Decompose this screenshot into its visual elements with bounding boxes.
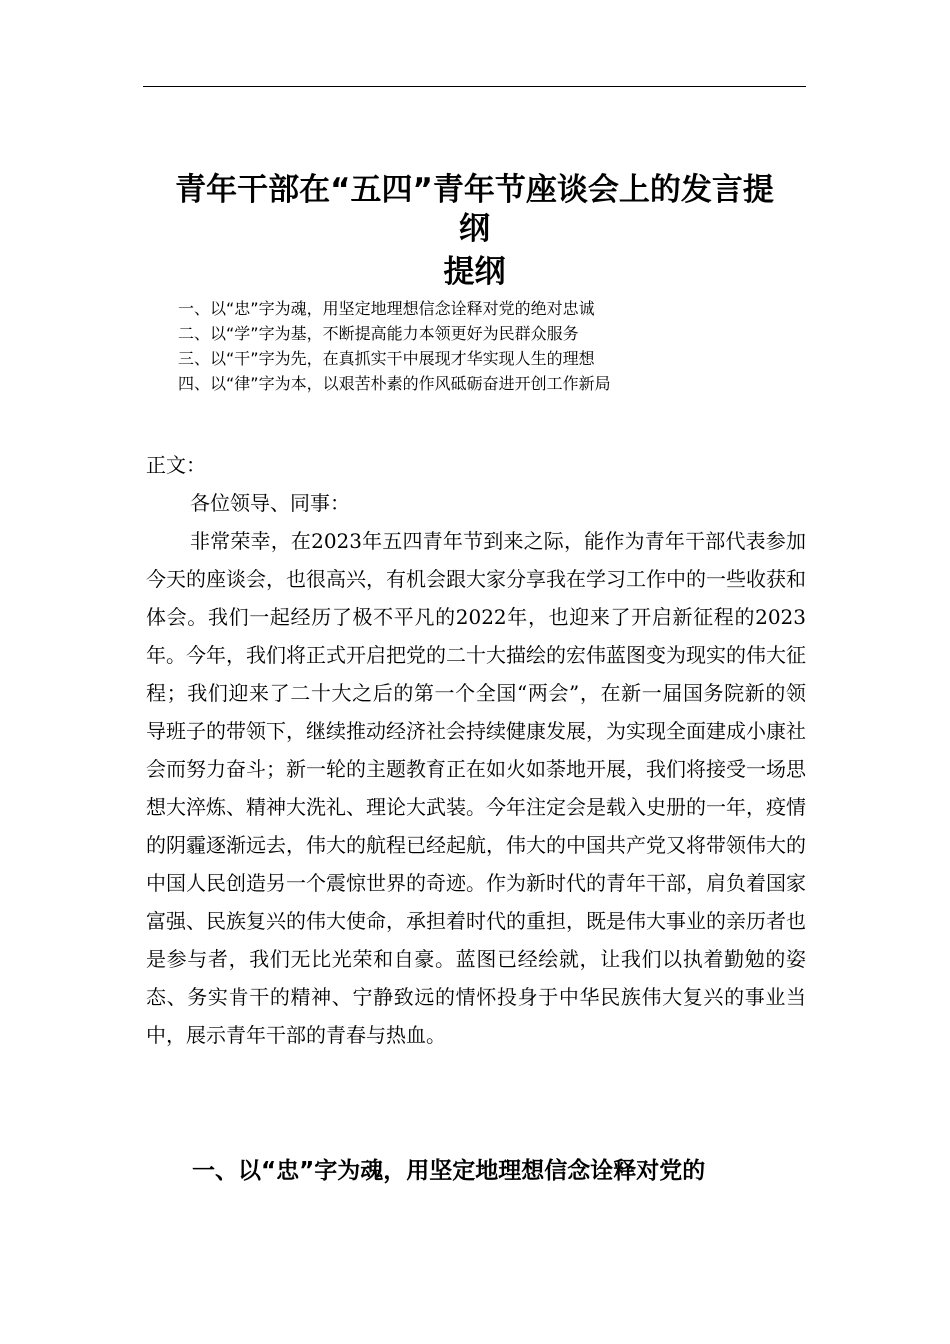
- greeting: 各位领导、同事：: [190, 491, 350, 515]
- document-title: 青年干部在“五四”青年节座谈会上的发言提: [175, 172, 774, 208]
- outline-item: 二、以“学”字为基，不断提高能力本领更好为民群众服务: [178, 324, 579, 343]
- outline-heading: 提纲: [443, 254, 506, 290]
- header-rule: [143, 86, 806, 87]
- body-paragraph: 非常荣幸，在2023年五四青年节到来之际，能作为青年干部代表参加今天的座谈会，也很高兴，有机会跟大家分享我在学习工作中的一些收获和体会。我们一起经历了极不平凡的2022年，也迎来了开启新征程的2023年。今年，我们将正式开启把党的二十大描绘的宏伟蓝图变为现实的伟大征程；我们迎来了二十大之后的第一个全国“两会”，在新一届国务院新的领导班子的带领下，继续推动经济社会持续健康发展，为实现全面建成小康社会而努力奋斗；新一轮的主题教育正在如火如荼地开展，我们将接受一场思想大淬炼、精神大洗礼、理论大武装。今年注定会是载入史册的一年，疫情的阴霾逐渐远去，伟大的航程已经起航，伟大的中国共产党又将带领伟大的中国人民创造另一个震惊世界的奇迹。作为新时代的青年干部，肩负着国家富强、民族复兴的伟大使命，承担着时代的重担，既是伟大事业的亲历者也是参与者，我们无比光荣和自豪。蓝图已经绘就，让我们以执着勤勉的姿态、务实肯干的精神、宁静致远的情怀投身于中华民族伟大复兴的事业当中，展示青年干部的青春与热血。: [146, 529, 806, 1047]
- outline-item: 四、以“律”字为本，以艰苦朴素的作风砥砺奋进开创工作新局: [178, 374, 611, 393]
- section-heading: 一、以“忠”字为魂，用坚定地理想信念诠释对党的: [192, 1158, 706, 1184]
- outline-list: [178, 296, 611, 396]
- document-title-continuation: 纲: [459, 211, 490, 247]
- outline-item: 三、以“干”字为先，在真抓实干中展现才华实现人生的理想: [178, 349, 595, 368]
- outline-item: 一、以“忠”字为魂，用坚定地理想信念诠释对党的绝对忠诚: [178, 299, 595, 318]
- body-label: 正文：: [146, 453, 206, 477]
